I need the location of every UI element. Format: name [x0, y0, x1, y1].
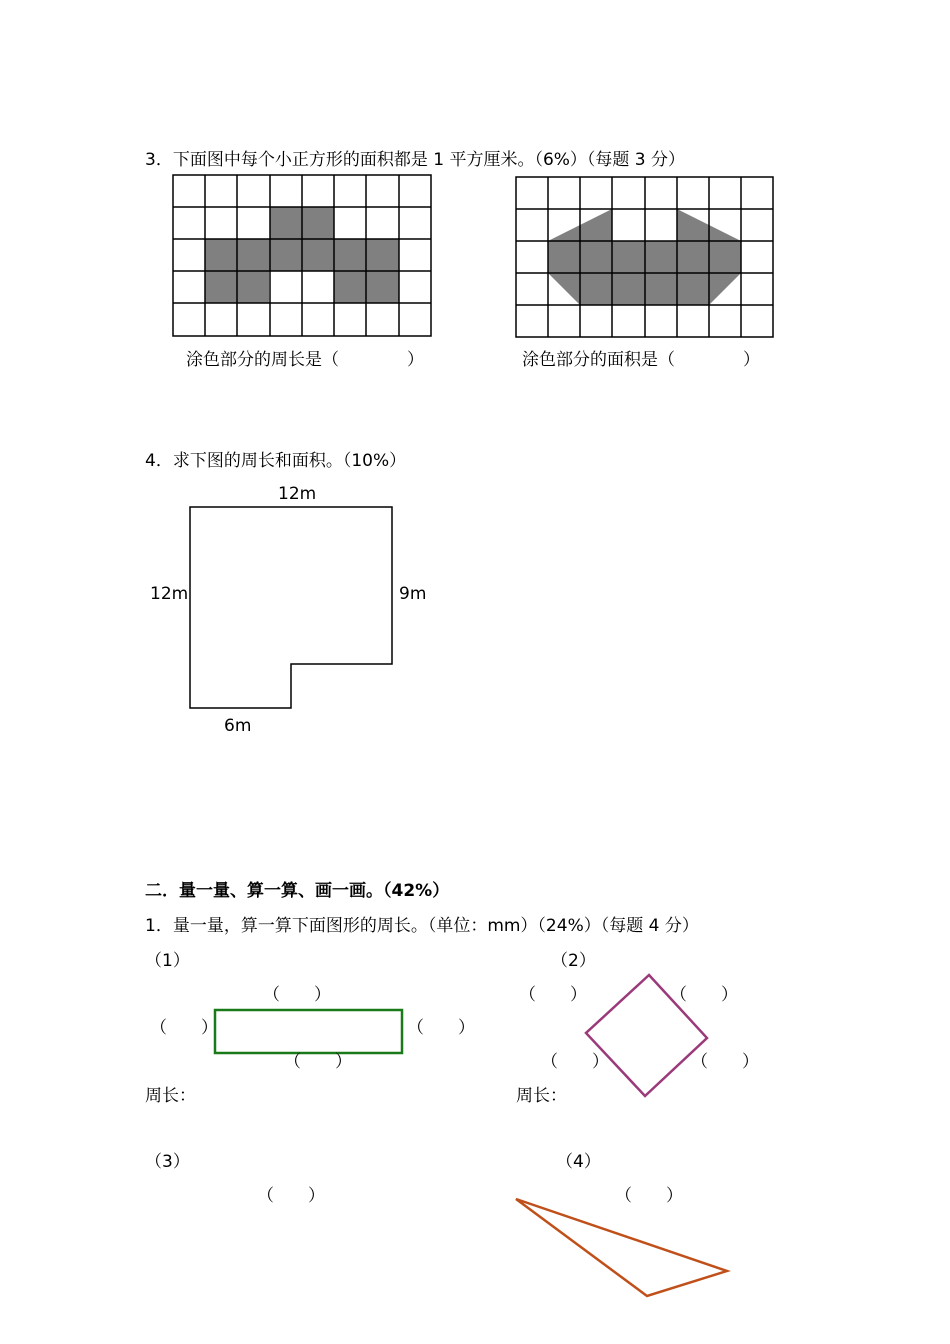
dim-right: 9m	[399, 584, 427, 604]
fig4-label: （4）	[556, 1152, 601, 1172]
left-grid-caption: 涂色部分的周长是（ ）	[186, 350, 424, 370]
fig2-label: （2）	[551, 951, 596, 971]
fig2-blank-top-right[interactable]: （ ）	[670, 985, 738, 1005]
fig1-blank-right[interactable]: （ ）	[407, 1018, 475, 1038]
orange-triangle	[516, 1199, 727, 1296]
fig1-blank-left[interactable]: （ ）	[150, 1018, 218, 1038]
dim-left: 12m	[150, 584, 189, 604]
dim-bottom: 6m	[224, 716, 252, 736]
fig4-blank-top[interactable]: （ ）	[615, 1186, 683, 1206]
l-shape-figure	[190, 507, 392, 708]
fig2-blank-top-left[interactable]: （ ）	[519, 985, 587, 1005]
fig2-blank-bottom-left[interactable]: （ ）	[541, 1052, 609, 1072]
fig1-label: （1）	[145, 951, 190, 971]
fig1-perimeter: 周长：	[145, 1086, 196, 1106]
section2-title: 二．量一量、算一算、画一画。（42%）	[145, 881, 450, 901]
fig2-perimeter: 周长：	[516, 1086, 567, 1106]
q4-title: 4．求下图的周长和面积。（10%）	[145, 451, 407, 471]
right-grid-caption: 涂色部分的面积是（ ）	[522, 350, 760, 370]
fig1-blank-bottom[interactable]: （ ）	[284, 1052, 352, 1072]
fig3-label: （3）	[145, 1152, 190, 1172]
fig1-blank-top[interactable]: （ ）	[263, 985, 331, 1005]
fig2-blank-bottom-right[interactable]: （ ）	[691, 1052, 759, 1072]
dim-top: 12m	[278, 484, 317, 504]
green-rectangle	[215, 1010, 402, 1053]
s2-q1-title: 1．量一量，算一算下面图形的周长。（单位：mm）（24%）（每题 4 分）	[145, 916, 699, 936]
q3-title: 3．下面图中每个小正方形的面积都是 1 平方厘米。（6%）（每题 3 分）	[145, 150, 686, 170]
fig3-blank-top[interactable]: （ ）	[257, 1186, 325, 1206]
